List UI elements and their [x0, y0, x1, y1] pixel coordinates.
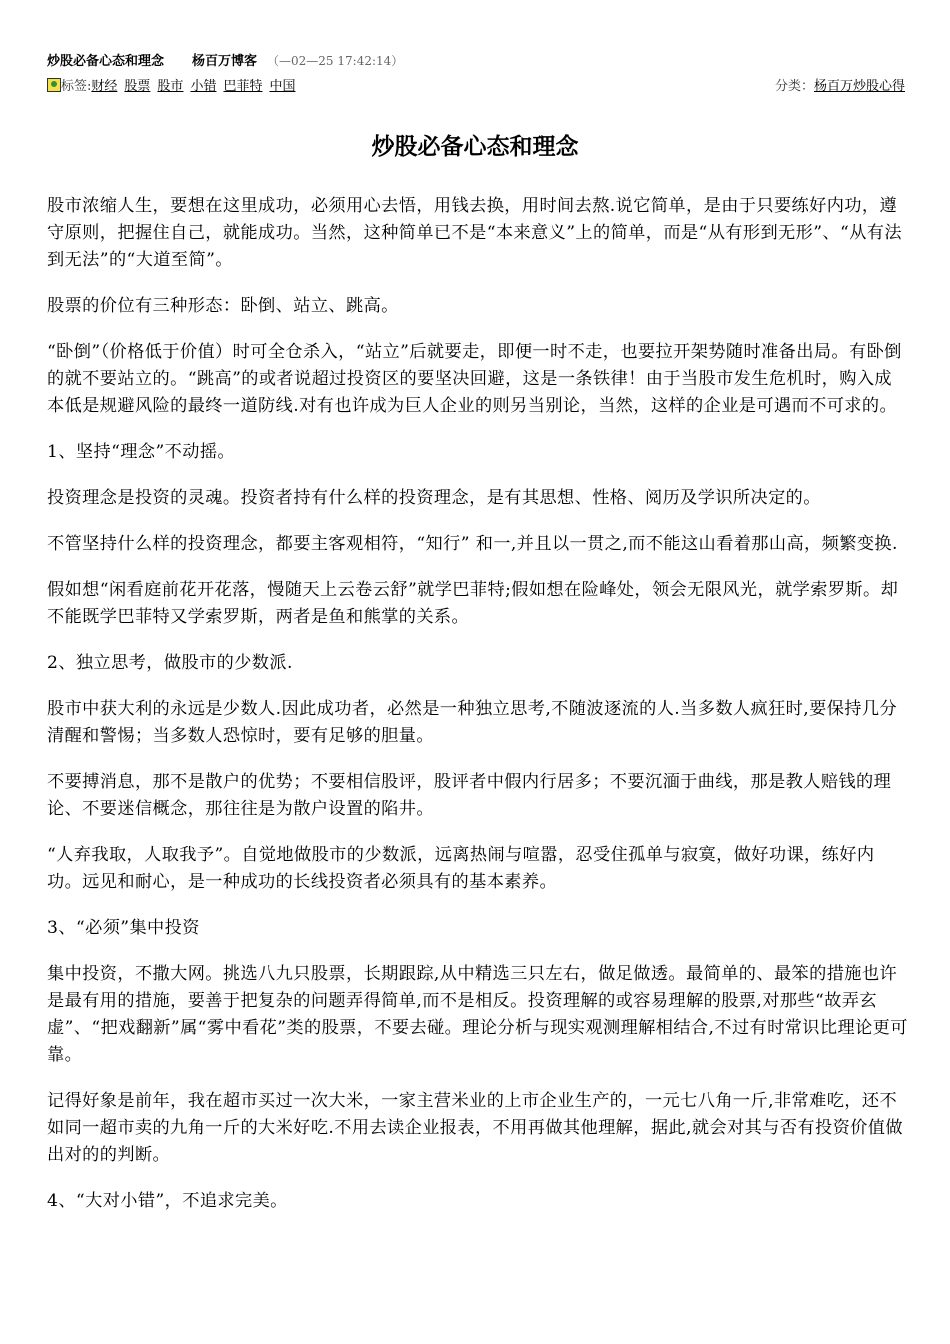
paragraph: 不管坚持什么样的投资理念，都要主客观相符，“知行” 和一,并且以一贯之,而不能这山看着那山高，频繁变换.	[47, 534, 898, 554]
paragraph: 记得好象是前年，我在超市买过一次大米，一家主营米业的上市企业生产的，一元七八角一斤,非常难吃，还不如同一超市卖的九角一斤的大米好吃.不用去读企业报表，不用再做其他理解，据此,就会对其与否有投资价值做出对的的判断。	[47, 1091, 903, 1165]
tag-link[interactable]: 财经	[91, 79, 118, 94]
paragraph: “卧倒”（价格低于价值）时可全仓杀入，“站立”后就要走，即便一时不走，也要拉开架势随时准备出局。有卧倒的就不要站立的。“跳高”的或者说超过投资区的要坚决回避，这是一条铁律！由于当股市发生危机时，购入成本低是规避风险的最终一道防线.对有也许成为巨人企业的则另当别论，当然，这样的企业是可遇而不可求的。	[47, 342, 902, 416]
paragraph: 股票的价位有三种形态：卧倒、站立、跳高。	[47, 296, 399, 316]
tag-link[interactable]: 股市	[157, 79, 184, 94]
section-heading: 2、独立思考，做股市的少数派.	[47, 653, 293, 673]
section-heading: 4、“大对小错”，不追求完美。	[47, 1191, 288, 1211]
category-label: 分类：	[774, 79, 814, 94]
tags-line	[47, 78, 905, 98]
tag-icon	[47, 78, 61, 92]
paragraph: 股市浓缩人生，要想在这里成功，必须用心去悟，用钱去换，用时间去熬.说它简单，是由于只要练好内功，遵守原则，把握住自己，就能成功。当然，这种简单已不是“本来意义”上的简单，而是“从有形到无形”、“从有法到无法”的“大道至简”。	[47, 196, 902, 270]
tag-link[interactable]: 中国	[269, 79, 296, 94]
tags-label: 标签:	[61, 79, 92, 94]
tag-link[interactable]: 巴菲特	[223, 79, 263, 94]
section-heading: 1、坚持“理念”不动摇。	[47, 442, 235, 462]
post-time: （—02—25 17:42:14）	[267, 54, 404, 68]
paragraph: 投资理念是投资的灵魂。投资者持有什么样的投资理念，是有其思想、性格、阅历及学识所决定的。	[47, 488, 821, 508]
section-heading: 3、“必须”集中投资	[47, 918, 200, 938]
paragraph: 集中投资，不撒大网。挑选八九只股票，长期跟踪,从中精选三只左右，做足做透。最简单的、最笨的措施也许是最有用的措施，要善于把复杂的问题弄得简单,而不是相反。投资理解的或容易理解的股票,对那些“故弄玄虚”、“把戏翻新”属“雾中看花”类的股票，不要去碰。理论分析与现实观测理解相结合,不过有时常识比理论更可靠。	[47, 964, 908, 1065]
category-link[interactable]: 杨百万炒股心得	[813, 79, 905, 94]
paragraph: 不要搏消息，那不是散户的优势；不要相信股评，股评者中假内行居多；不要沉湎于曲线，那是教人赔钱的理论、不要迷信概念，那往往是为散户设置的陷井。	[47, 772, 892, 819]
tag-link[interactable]: 小错	[190, 79, 217, 94]
article-body	[47, 193, 909, 1234]
document-title: 炒股必备心态和理念	[371, 134, 579, 160]
post-title-link[interactable]: 炒股必备心态和理念	[47, 54, 165, 69]
blog-name[interactable]: 杨百万博客	[192, 54, 258, 69]
paragraph: “人弃我取，人取我予”。自觉地做股市的少数派，远离热闹与喧嚣，忍受住孤单与寂寞，做好功课，练好内功。远见和耐心，是一种成功的长线投资者必须具有的基本素养。	[47, 845, 875, 892]
category	[775, 78, 905, 96]
paragraph: 股市中获大利的永远是少数人.因此成功者，必然是一种独立思考,不随波逐流的人.当多数人疯狂时,要保持几分清醒和警惕；当多数人恐惊时，要有足够的胆量。	[47, 699, 898, 746]
post-meta-line	[47, 52, 403, 71]
tag-link[interactable]: 股票	[124, 79, 151, 94]
paragraph: 假如想“闲看庭前花开花落，慢随天上云卷云舒”就学巴菲特;假如想在险峰处，领会无限风光，就学索罗斯。却不能既学巴菲特又学索罗斯，两者是鱼和熊掌的关系。	[47, 580, 899, 627]
